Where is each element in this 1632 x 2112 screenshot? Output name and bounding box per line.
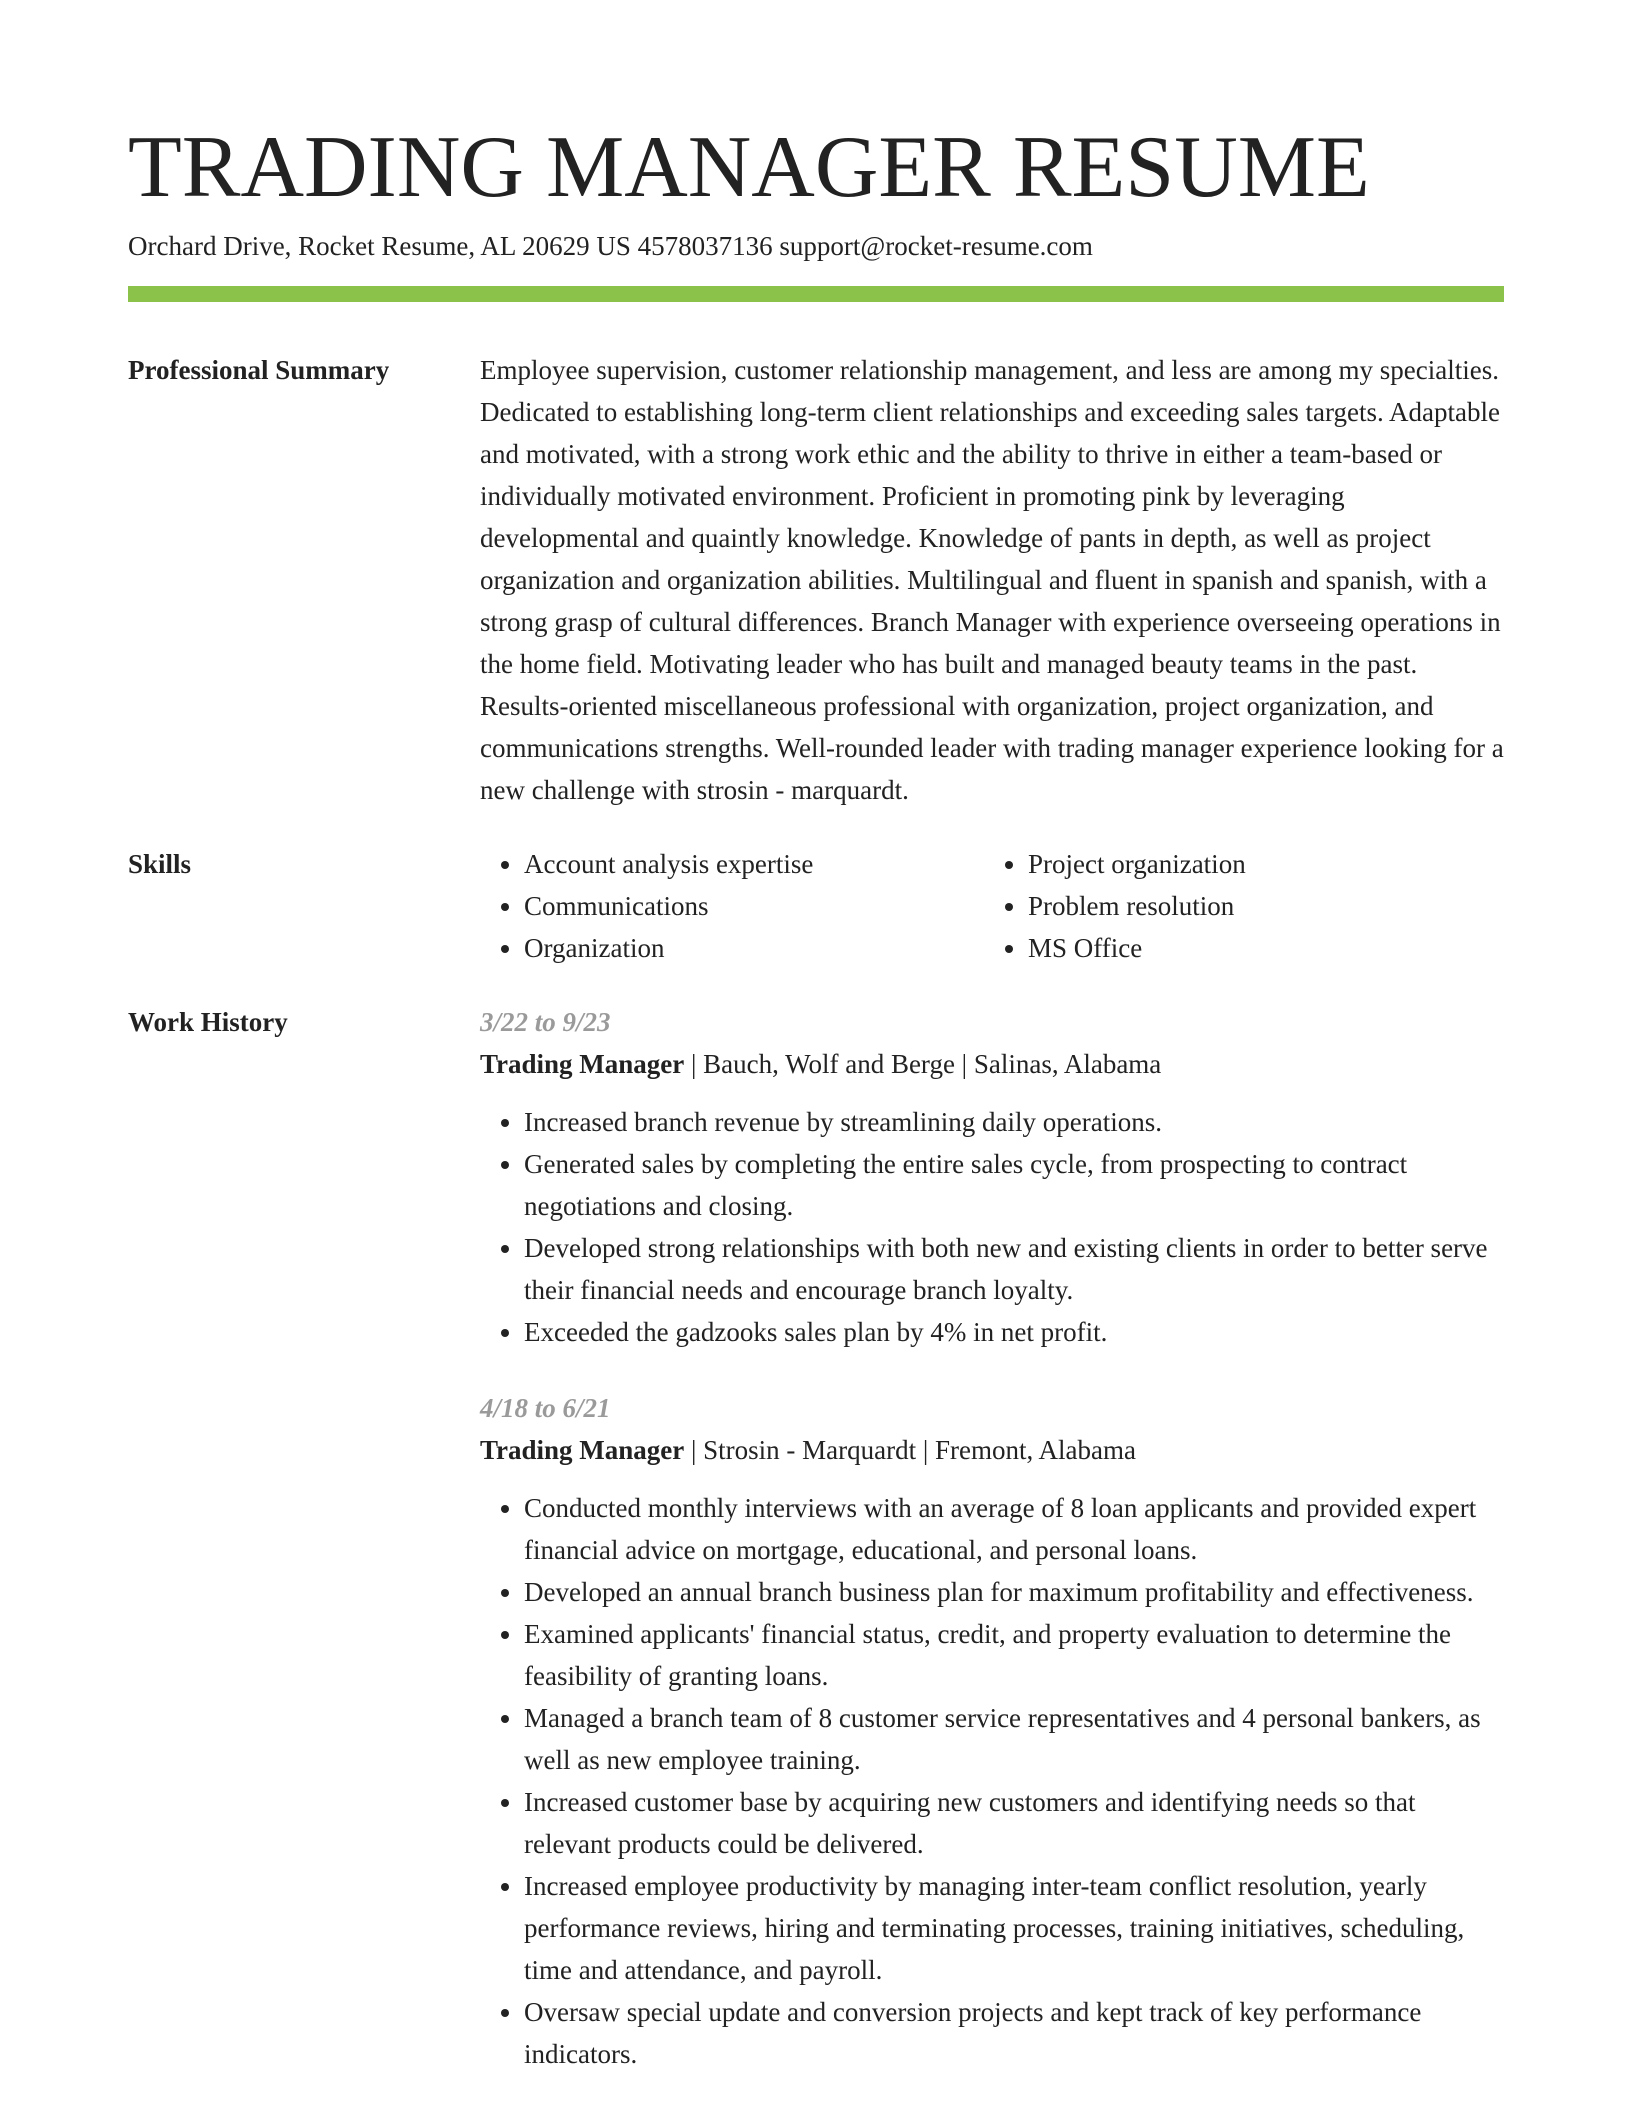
job-bullet: • Increased branch revenue by streamlining daily operations. (524, 1101, 1504, 1143)
skill-item: • MS Office (1028, 927, 1488, 969)
skill-item: • Problem resolution (1028, 885, 1488, 927)
skill-item: • Project organization (1028, 843, 1488, 885)
skill-item: • Communications (524, 885, 984, 927)
job-header (480, 1429, 1504, 1471)
job-bullet: • Developed an annual branch business plan for maximum profitability and effectiveness. (524, 1571, 1504, 1613)
job-bullet: • Increased customer base by acquiring new customers and identifying needs so that relevant products could be delivered. (524, 1781, 1504, 1865)
skills-list-right (984, 843, 1488, 969)
skill-item: • Organization (524, 927, 984, 969)
accent-divider (128, 286, 1504, 302)
job-dates: 3/22 to 9/23 (480, 1007, 611, 1037)
job-bullets (480, 1487, 1504, 2075)
job-bullet: • Oversaw special update and conversion projects and kept track of key performance indicators. (524, 1991, 1504, 2075)
skills-column-left (480, 843, 984, 969)
job-bullet: • Developed strong relationships with both new and existing clients in order to better serve their financial needs and encourage branch loyalty. (524, 1227, 1504, 1311)
section-label-skills: Skills (128, 849, 192, 879)
job-bullet: • Managed a branch team of 8 customer service representatives and 4 personal bankers, as well as new employee training. (524, 1697, 1504, 1781)
professional-summary-section (128, 349, 1504, 811)
work-history-body (480, 1001, 1504, 2109)
job-dates: 4/18 to 6/21 (480, 1393, 611, 1423)
skills-section (128, 843, 1504, 969)
job-bullets (480, 1101, 1504, 1353)
skills-list-left (480, 843, 984, 969)
job-entry (480, 1001, 1504, 1353)
job-company-location: | Bauch, Wolf and Berge | Salinas, Alabama (684, 1049, 1162, 1079)
skills-grid (480, 843, 1504, 969)
job-bullet: • Generated sales by completing the entire sales cycle, from prospecting to contract negotiations and closing. (524, 1143, 1504, 1227)
work-history-section (128, 1001, 1504, 2109)
job-entry (480, 1387, 1504, 2075)
section-label-summary: Professional Summary (128, 355, 390, 385)
job-title: Trading Manager (480, 1049, 685, 1079)
job-company-location: | Strosin - Marquardt | Fremont, Alabama (684, 1435, 1136, 1465)
job-bullet: • Increased employee productivity by managing inter-team conflict resolution, yearly performance reviews, hiring and terminating processes, training initiatives, scheduling, time and attendance, and payroll. (524, 1865, 1504, 1991)
summary-text: Employee supervision, customer relationship management, and less are among my specialties. Dedicated to establishing long-term client relationships and exceeding sales targets. Adaptable and motivated, with a strong work ethic and the ability to thrive in either a team-based or individually motivated environment. Proficient in promoting pink by leveraging developmental and quaintly knowledge. Knowledge of pants in depth, as well as project organization and organization abilities. Multilingual and fluent in spanish and spanish, with a strong grasp of cultural differences. Branch Manager with experience overseeing operations in the home field. Motivating leader who has built and managed beauty teams in the past. Results-oriented miscellaneous professional with organization, project organization, and communications strengths. Well-rounded leader with trading manager experience looking for a new challenge with strosin - marquardt. (480, 355, 1504, 805)
contact-line: Orchard Drive, Rocket Resume, AL 20629 US 4578037136 support@rocket-resume.com (128, 231, 1093, 261)
section-label-work: Work History (128, 1007, 288, 1037)
job-bullet: • Examined applicants' financial status, credit, and property evaluation to determine the feasibility of granting loans. (524, 1613, 1504, 1697)
job-title: Trading Manager (480, 1435, 685, 1465)
job-bullet: • Conducted monthly interviews with an average of 8 loan applicants and provided expert financial advice on mortgage, educational, and personal loans. (524, 1487, 1504, 1571)
skills-column-right (984, 843, 1488, 969)
job-bullet: • Exceeded the gadzooks sales plan by 4% in net profit. (524, 1311, 1504, 1353)
job-header (480, 1043, 1504, 1085)
skill-item: • Account analysis expertise (524, 843, 984, 885)
resume-title: TRADING MANAGER RESUME (128, 119, 1370, 216)
